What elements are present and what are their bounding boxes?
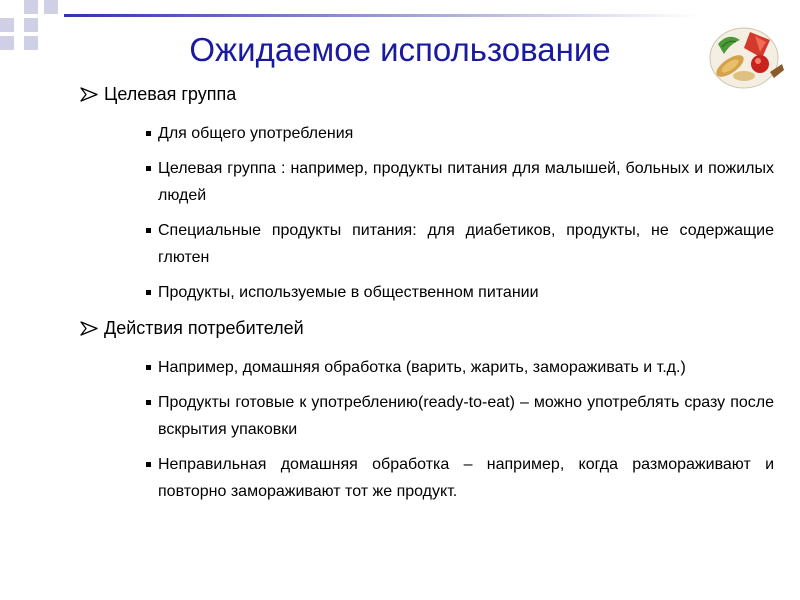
target-group-list	[80, 120, 774, 306]
section-heading-target-group	[80, 82, 774, 106]
list-item-text: Специальные продукты питания: для диабетиков, продукты, не содержащие глютен	[158, 222, 774, 266]
list-item-text: Продукты готовые к употреблению(ready-to-eat) – можно употреблять сразу после вскрытия упаковки	[158, 394, 774, 438]
consumer-actions-list	[80, 354, 774, 505]
arrow-bullet-icon	[80, 321, 98, 336]
list-item-text: Продукты, используемые в общественном питании	[158, 284, 539, 301]
list-item	[146, 389, 774, 443]
section-heading-consumer-actions	[80, 316, 774, 340]
section-heading-text: Целевая группа	[104, 84, 237, 104]
slide-body	[80, 82, 774, 513]
square-bullet-icon	[146, 131, 151, 136]
square-bullet-icon	[146, 166, 151, 171]
square-bullet-icon	[146, 400, 151, 405]
square-bullet-icon	[146, 365, 151, 370]
square-bullet-icon	[146, 462, 151, 467]
list-item	[146, 120, 774, 147]
list-item	[146, 354, 774, 381]
square-bullet-icon	[146, 290, 151, 295]
list-item	[146, 217, 774, 271]
list-item-text: Неправильная домашняя обработка – например, когда размораживают и повторно замораживают тот же продукт.	[158, 456, 774, 500]
slide-title: Ожидаемое использование	[189, 31, 611, 68]
list-item	[146, 451, 774, 505]
list-item-text: Например, домашняя обработка (варить, жарить, замораживать и т.д.)	[158, 359, 686, 376]
section-heading-text: Действия потребителей	[104, 318, 304, 338]
arrow-bullet-icon	[80, 87, 98, 102]
list-item	[146, 155, 774, 209]
square-bullet-icon	[146, 228, 151, 233]
list-item-text: Целевая группа : например, продукты питания для малышей, больных и пожилых людей	[158, 160, 774, 204]
list-item-text: Для общего употребления	[158, 125, 354, 142]
list-item	[146, 279, 774, 306]
